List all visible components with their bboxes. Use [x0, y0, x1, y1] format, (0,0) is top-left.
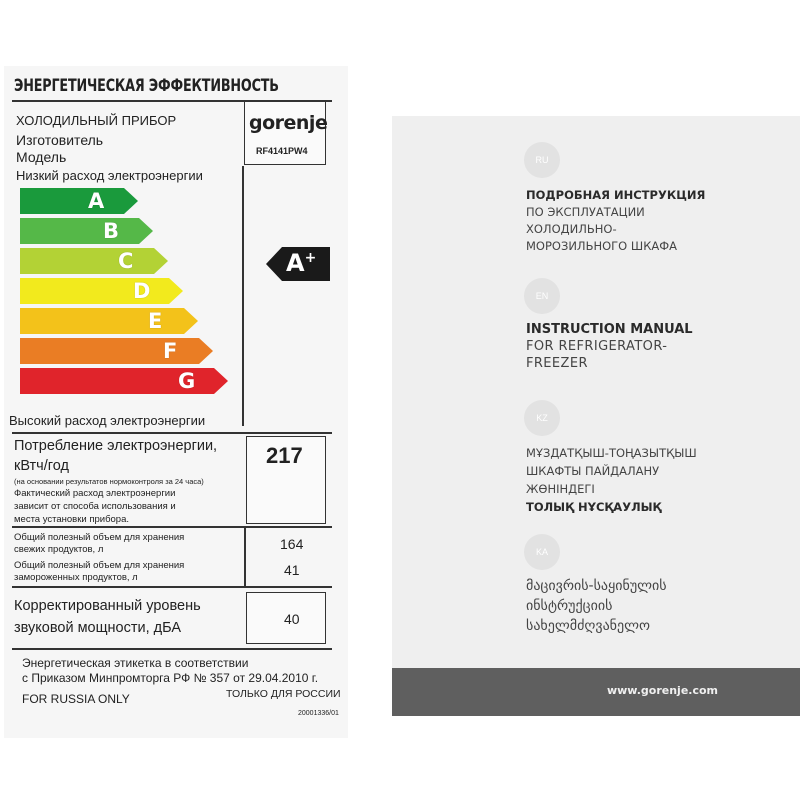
- consumption-note-2: Фактический расход электроэнергии: [14, 488, 176, 499]
- class-letter: G: [178, 369, 196, 393]
- footer-line-2: с Приказом Минпромторга РФ № 357 от 29.04.2010 г.: [22, 671, 319, 685]
- class-arrow-c: [20, 248, 168, 274]
- field-label-appliance: ХОЛОДИЛЬНЫЙ ПРИБОР: [16, 113, 177, 128]
- manual-title-line: ЖӨНІНДЕГІ: [526, 482, 595, 496]
- energy-label: [4, 66, 348, 738]
- noise-value: 40: [284, 611, 300, 627]
- manual-title-line: FREEZER: [526, 356, 588, 371]
- language-badge-kz: KZ: [524, 400, 560, 436]
- manual-title-line: ПО ЭКСПЛУАТАЦИИ: [526, 205, 645, 219]
- consumption-value: 217: [266, 443, 303, 468]
- footer-line-1: Энергетическая этикетка в соответствии: [22, 656, 249, 670]
- only-for-russia: ТОЛЬКО ДЛЯ РОССИИ: [226, 688, 341, 700]
- class-letter: B: [103, 219, 120, 243]
- language-badge-ka: KA: [524, 534, 560, 570]
- low-consumption-label: Низкий расход электроэнергии: [16, 168, 203, 183]
- language-badge-ru: RU: [524, 142, 560, 178]
- class-letter: D: [133, 279, 151, 303]
- class-letter: C: [118, 249, 134, 273]
- frozen-volume-value: 41: [284, 562, 300, 578]
- manual-title-line: ШКАФТЫ ПАЙДАЛАНУ: [526, 464, 660, 478]
- brand-logo: gorenje: [249, 112, 328, 134]
- manual-title-line: МОРОЗИЛЬНОГО ШКАФА: [526, 239, 677, 253]
- consumption-note-3: зависит от способа использования и: [14, 501, 176, 512]
- manual-title-line: FOR REFRIGERATOR-: [526, 339, 668, 354]
- for-russia-only: FOR RUSSIA ONLY: [22, 692, 130, 706]
- rating-class: A: [286, 249, 305, 277]
- divider-noise: [12, 586, 332, 588]
- website-link: www.gorenje.com: [606, 684, 718, 697]
- class-arrow-b: [20, 218, 153, 244]
- label-code: 20001336/01: [298, 710, 339, 717]
- field-label-model: Модель: [16, 149, 67, 165]
- class-arrow-e: [20, 308, 198, 334]
- manual-title-line: ТОЛЫҚ НҰСҚАУЛЫҚ: [526, 500, 662, 514]
- class-letter: F: [163, 339, 178, 363]
- label-title: ЭНЕРГЕТИЧЕСКАЯ ЭФФЕКТИВНОСТЬ: [14, 76, 279, 95]
- fresh-volume-value: 164: [280, 536, 304, 552]
- divider-volumes: [12, 526, 332, 528]
- consumption-note-1: (на основании результатов нормоконтроля за 24 часа): [14, 477, 204, 486]
- manual-title-line: МҰЗДАТҚЫШ-ТОҢАЗЫТҚЫШ: [526, 446, 697, 460]
- frozen-volume-label-2: замороженных продуктов, л: [14, 572, 138, 583]
- rating-arrow: [266, 247, 330, 281]
- manual-title-line: ХОЛОДИЛЬНО-: [526, 222, 617, 236]
- class-letter: E: [148, 309, 163, 333]
- class-arrow-g: [20, 368, 228, 394]
- manual-title-line: ინსტრუქციის: [526, 598, 613, 614]
- consumption-label-1: Потребление электроэнергии,: [14, 438, 218, 454]
- scale-divider: [242, 166, 244, 426]
- noise-label-2: звуковой мощности, дБА: [14, 620, 181, 636]
- manual-title-line: INSTRUCTION MANUAL: [526, 322, 693, 337]
- manual-footer-bar: [392, 668, 800, 716]
- class-arrow-a: [20, 188, 138, 214]
- manual-title-line: ПОДРОБНАЯ ИНСТРУКЦИЯ: [526, 188, 706, 202]
- manual-title-line: სახელმძღვანელო: [526, 618, 651, 634]
- language-badge-en: EN: [524, 278, 560, 314]
- fresh-volume-label-2: свежих продуктов, л: [14, 544, 104, 555]
- class-letter: A: [88, 189, 105, 213]
- high-consumption-label: Высокий расход электроэнергии: [9, 413, 206, 428]
- divider-footer: [12, 648, 332, 650]
- class-arrow-d: [20, 278, 183, 304]
- frozen-volume-label-1: Общий полезный объем для хранения: [14, 560, 185, 571]
- manual-title-line: მაცივრის-საყინულის: [526, 578, 667, 594]
- class-arrow-f: [20, 338, 213, 364]
- rating-plus: +: [304, 250, 317, 266]
- volume-divider: [244, 526, 246, 586]
- manual-cover: [392, 116, 800, 716]
- consumption-label-2: кВтч/год: [14, 458, 69, 474]
- noise-label-1: Корректированный уровень: [14, 598, 201, 614]
- field-label-manufacturer: Изготовитель: [16, 132, 104, 148]
- model-number: RF4141PW4: [256, 146, 308, 156]
- consumption-note-4: места установки прибора.: [14, 514, 129, 525]
- divider-consumption: [12, 432, 332, 434]
- fresh-volume-label-1: Общий полезный объем для хранения: [14, 532, 185, 543]
